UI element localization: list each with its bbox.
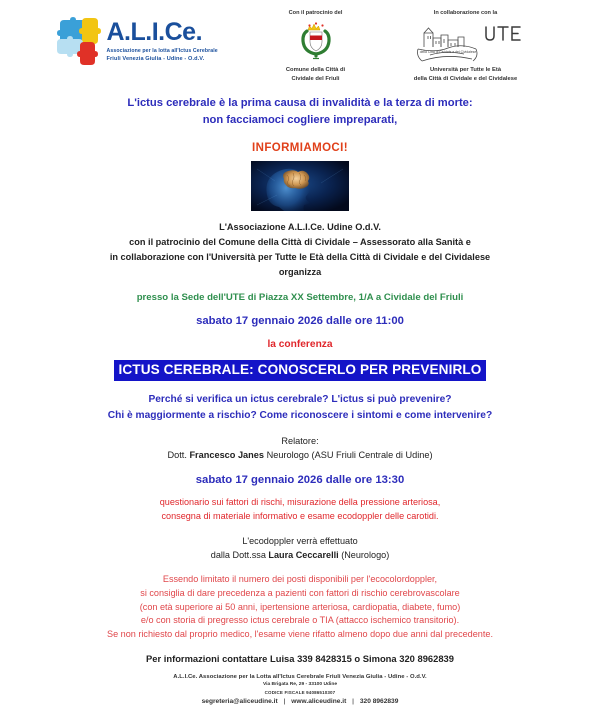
warning-line-3: (con età superiore ai 50 anni, ipertensione arteriosa, cardiopatia, diabete, fumo) xyxy=(139,601,461,612)
alice-logo-title: A.L.I.Ce. xyxy=(106,17,203,46)
patronage-label: Con il patrocinio del xyxy=(288,10,343,16)
collaboration-block xyxy=(381,8,551,83)
footer-contacts xyxy=(0,698,600,705)
headline xyxy=(0,95,600,129)
brain-head-profile-image xyxy=(251,161,349,211)
alice-logo xyxy=(50,8,251,66)
footer-tax-code: CODICE FISCALE 94086510307 xyxy=(264,689,336,695)
session-1-date: sabato 17 gennaio 2026 dalle ore 11:00 xyxy=(196,314,404,327)
conference-title: ICTUS CEREBRALE: CONOSCERLO PER PREVENIRLO xyxy=(114,360,487,381)
session-2-date: sabato 17 gennaio 2026 dalle ore 13:30 xyxy=(195,473,405,486)
speaker-prefix: Dott. xyxy=(167,449,190,460)
alice-puzzle-logo-icon xyxy=(56,16,102,66)
warning-block xyxy=(0,573,600,642)
alice-logo-subtitle-1: Associazione per la lotta all'Ictus Cerebrale xyxy=(106,47,218,54)
organizer-line-3: in collaborazione con l'Università per Tutte le Età della Città di Cividale e del Cividalese xyxy=(109,251,491,262)
organizer-line-2: con il patrocinio del Comune della Città di Cividale – Assessorato alla Sanità e xyxy=(129,236,471,247)
headline-line-1: L'ictus cerebrale è la prima causa di invalidità e la terza di morte: xyxy=(127,97,473,110)
speaker-name-line xyxy=(0,450,600,460)
operator-suffix: (Neurologo) xyxy=(338,549,390,560)
footer-org-name: A.L.I.Ce. Associazione per la Lotta all'Ictus Cerebrale Friuli Venezia Giulia - Udine - O.d.V. xyxy=(173,673,427,680)
collaboration-caption xyxy=(381,66,551,83)
question-line-1: Perché si verifica un ictus cerebrale? L'ictus si può prevenire? xyxy=(148,393,452,405)
collaboration-label: In collaborazione con la xyxy=(433,10,498,16)
alice-logo-subtitle-2: Friuli Venezia Giulia - Udine - O.d.V. xyxy=(106,56,205,63)
footer-website[interactable]: www.aliceudine.it xyxy=(291,698,347,705)
headline-line-2: non facciamoci cogliere impreparati, xyxy=(202,114,398,127)
footer xyxy=(0,674,600,705)
warning-line-4: e/o con storia di pregresso ictus cerebrale o TIA (attacco ischemico transitorio). xyxy=(140,615,460,626)
operator-block xyxy=(0,534,600,562)
ute-logo-icon xyxy=(410,19,522,63)
alice-logo-text xyxy=(106,17,218,63)
collaboration-caption-line2: della Città di Cividale e del Cividalese xyxy=(413,75,518,82)
brain-image-container xyxy=(0,161,600,211)
speaker-suffix: Neurologo (ASU Friuli Centrale di Udine) xyxy=(264,449,433,460)
contact-line: Per informazioni contattare Luisa 339 8428315 o Simona 320 8962839 xyxy=(146,652,454,664)
cividale-coat-of-arms-icon xyxy=(298,19,334,63)
question-line-2: Chi è maggiormente a rischio? Come riconoscere i sintomi e come intervenire? xyxy=(107,409,493,421)
speaker-label: Relatore: xyxy=(281,435,319,446)
patronage-caption-line2: Cividale del Friuli xyxy=(291,75,340,82)
speaker-name: Francesco Janes xyxy=(189,449,265,460)
conference-title-container xyxy=(0,360,600,381)
conference-questions xyxy=(0,392,600,424)
footer-address: Via Brigata Re, 29 - 33100 Udine xyxy=(262,682,338,688)
activities-line-2: consegna di materiale informativo e esame ecodoppler delle carotidi. xyxy=(161,510,439,521)
patronage-caption xyxy=(251,66,381,83)
operator-line-1: L'ecodoppler verrà effettuato xyxy=(242,535,358,546)
svg-text:della Città di Cividale e del: della Città di Cividale e del Cividalese xyxy=(419,50,476,54)
organizer-line-1: L'Associazione A.L.I.Ce. Udine O.d.V. xyxy=(219,221,381,232)
patronage-caption-line1: Comune della Città di xyxy=(285,67,346,73)
session-2-activities xyxy=(0,495,600,523)
warning-line-5: Se non richiesto dal proprio medico, l'esame viene rifatto almeno dopo due anni dal precedente. xyxy=(107,629,493,640)
footer-email[interactable]: segreteria@aliceudine.it xyxy=(201,698,278,705)
patronage-block xyxy=(251,8,381,83)
operator-name: Laura Ceccarelli xyxy=(268,549,339,560)
warning-line-1: Essendo limitato il numero dei posti disponibili per l'ecocolordoppler, xyxy=(162,573,438,584)
footer-separator-2: | xyxy=(352,698,355,705)
header-logos-row xyxy=(0,0,600,83)
organizer-block xyxy=(0,220,600,280)
organizer-line-4: organizza xyxy=(278,266,322,277)
venue-line: presso la Sede dell'UTE di Piazza XX Settembre, 1/A a Cividale del Friuli xyxy=(136,291,464,303)
warning-line-2: si consiglia di dare precedenza a pazienti con fattori di rischio cerebrovascolare xyxy=(140,587,460,598)
activities-line-1: questionario sui fattori di rischi, misurazione della pressione arteriosa, xyxy=(159,496,441,507)
call-to-action: INFORMIAMOCI! xyxy=(252,141,348,154)
footer-phone: 320 8962839 xyxy=(359,698,399,705)
conference-label: la conferenza xyxy=(267,338,333,350)
collaboration-caption-line1: Università per Tutte le Età xyxy=(429,67,502,73)
footer-separator-1: | xyxy=(283,698,286,705)
operator-prefix: dalla Dott.ssa xyxy=(210,549,269,560)
operator-line-2 xyxy=(0,548,600,562)
